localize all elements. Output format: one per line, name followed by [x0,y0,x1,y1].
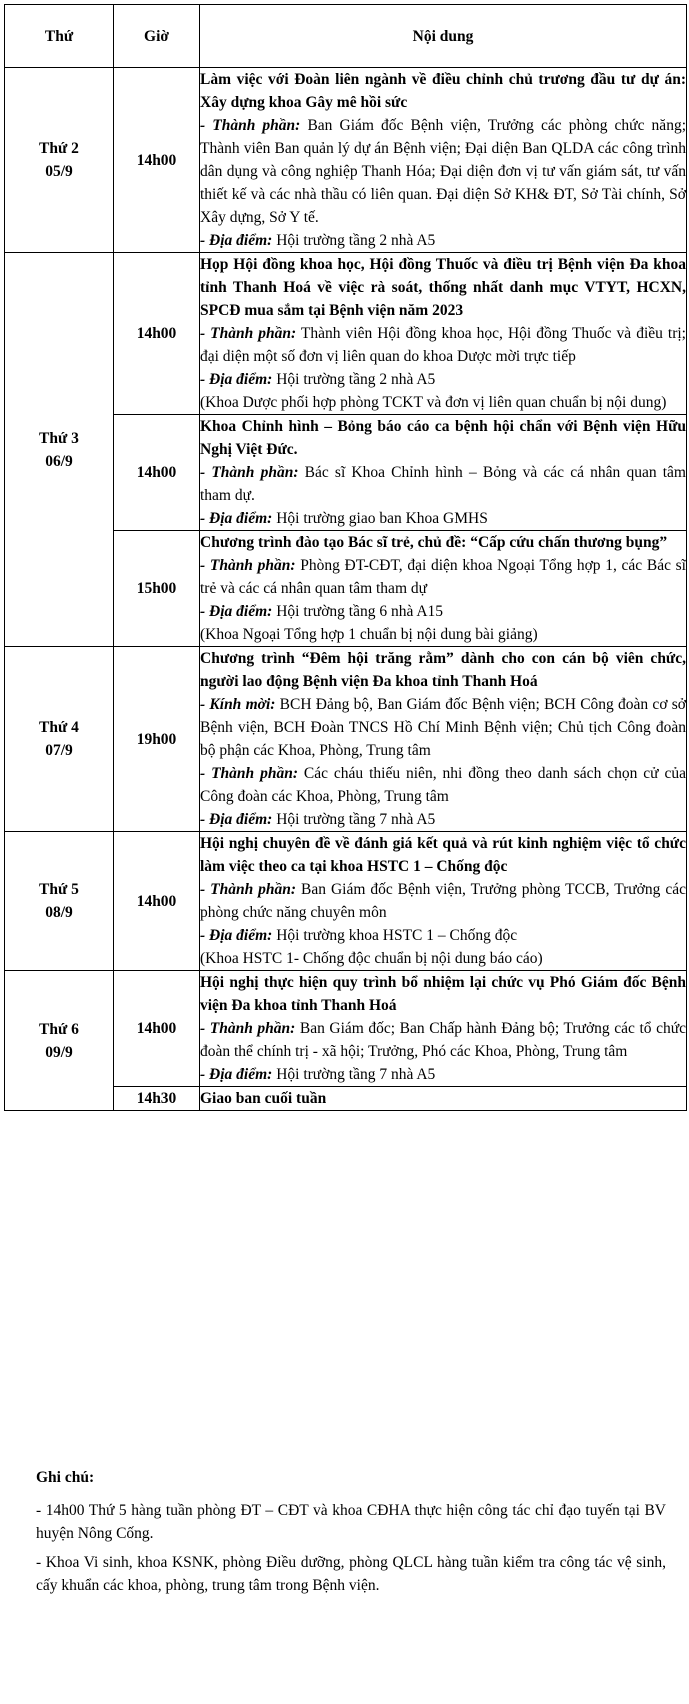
event-detail-line [200,1017,686,1063]
detail-label: - Địa điểm: [200,811,273,828]
day-name: Thứ 2 [39,140,79,157]
table-header-row [5,5,687,68]
detail-text: Phòng ĐT-CĐT, đại diện khoa Ngoại Tổng hợp 1, các Bác sĩ trẻ và các cá nhân quan tâm tham dự [200,557,686,597]
detail-label: - Thành phần: [200,881,297,898]
event-detail-line [200,808,686,831]
detail-label: - Thành phần: [200,765,298,782]
detail-label: - Địa điểm: [200,927,273,944]
detail-label: - Địa điểm: [200,510,273,527]
day-date: 06/9 [45,452,73,470]
detail-text: (Khoa Ngoại Tổng hợp 1 chuẩn bị nội dung bài giảng) [200,626,538,643]
detail-text: Ban Giám đốc; Ban Chấp hành Đảng bộ; Trưởng các tổ chức đoàn thể chính trị - xã hội; Trưởng, Phó các Khoa, Phòng, Trung tâm [200,1020,686,1060]
detail-text: BCH Đảng bộ, Ban Giám đốc Bệnh viện; BCH Công đoàn cơ sở Bệnh viện, BCH Đoàn TNCS Hồ Chí Minh Bệnh viện; Chủ tịch Công đoàn bộ phận các Khoa, Phòng, Trung tâm [200,696,686,759]
detail-label: - Thành phần: [200,464,299,481]
event-detail-line [200,322,686,368]
detail-text: Thành viên Hội đồng khoa học, Hội đồng Thuốc và điều trị; đại diện một số đơn vị liên quan do khoa Dược mời trực tiếp [200,325,686,365]
header-content: Nội dung [200,5,687,68]
notes-section [36,1466,666,1603]
header-day: Thứ [5,5,114,68]
event-title: Hội nghị chuyên đề về đánh giá kết quả và rút kinh nghiệm việc tổ chức làm việc theo ca tại khoa HSTC 1 – Chống độc [200,835,686,875]
table-row [5,647,687,832]
day-name: Thứ 6 [39,1020,79,1038]
detail-label: - Kính mời: [200,696,276,713]
event-detail-line [200,368,686,391]
note-item: - 14h00 Thứ 5 hàng tuần phòng ĐT – CĐT và khoa CĐHA thực hiện công tác chỉ đạo tuyến tại BV huyện Nông Cống. [36,1502,666,1542]
detail-text: Hội trường giao ban Khoa GMHS [272,510,488,527]
day-cell [5,68,114,253]
detail-text: Ban Giám đốc Bệnh viện, Trưởng các phòng chức năng; Thành viên Ban quản lý dự án Bệnh viện; Đại diện Ban QLDA các công trình dân dụng và công nghiệp Thanh Hóa; Đại diện đơn vị tư vấn giám sát, tư vấn thiết kế và các nhà thầu có liên quan. Đại diện Sở KH& ĐT, Sở Tài chính, Sở Xây dựng, Sở Y tế. [200,117,686,226]
detail-text: (Khoa Dược phối hợp phòng TCKT và đơn vị liên quan chuẩn bị nội dung) [200,394,667,411]
schedule-body [5,68,687,1111]
event-title: Hội nghị thực hiện quy trình bổ nhiệm lại chức vụ Phó Giám đốc Bệnh viện Đa khoa tỉnh Thanh Hoá [200,974,686,1014]
detail-text: Các cháu thiếu niên, nhi đồng theo danh sách chọn cử của Công đoàn các Khoa, Phòng, Trung tâm [200,765,686,805]
event-detail-line [200,693,686,762]
detail-label: - Thành phần: [200,325,297,342]
event-detail-line [200,924,686,947]
table-row [5,971,687,1087]
detail-label: - Địa điểm: [200,371,273,388]
notes-title: Ghi chú: [36,1469,95,1486]
detail-text: Ban Giám đốc Bệnh viện, Trưởng phòng TCCB, Trưởng các phòng chức năng chuyên môn [200,881,686,921]
detail-text: Hội trường khoa HSTC 1 – Chống độc [272,927,518,944]
detail-label: - Địa điểm: [200,603,273,620]
schedule-table [4,4,687,1111]
detail-text: Hội trường tầng 7 nhà A5 [272,1066,436,1083]
event-detail-line [200,878,686,924]
content-cell [200,531,687,647]
day-name: Thứ 4 [39,719,79,736]
event-detail-line [200,229,686,252]
content-cell [200,68,687,253]
event-detail-line [200,762,686,808]
time-cell: 19h00 [114,647,200,832]
event-detail-line [200,947,686,970]
table-row [5,253,687,415]
detail-text: Hội trường tầng 6 nhà A15 [272,603,444,620]
detail-label: - Thành phần: [200,1020,296,1037]
time-cell: 14h00 [114,971,200,1087]
detail-label: - Địa điểm: [200,232,273,249]
time-cell: 15h00 [114,531,200,647]
content-cell [200,1087,687,1111]
day-cell [5,971,114,1111]
detail-text: (Khoa HSTC 1- Chống độc chuẩn bị nội dung báo cáo) [200,950,543,967]
detail-label: - Thành phần: [200,557,296,574]
detail-text: Hội trường tầng 2 nhà A5 [272,371,436,388]
day-date: 09/9 [45,1043,73,1061]
event-title: Chương trình “Đêm hội trăng rằm” dành cho con cán bộ viên chức, người lao động Bệnh viện Đa khoa tỉnh Thanh Hoá [200,650,686,690]
content-cell [200,832,687,971]
event-title: Chương trình đào tạo Bác sĩ trẻ, chủ đề: “Cấp cứu chấn thương bụng” [200,534,668,551]
event-detail-line [200,507,686,530]
event-detail-line [200,1063,686,1086]
time-cell: 14h00 [114,253,200,415]
table-row [5,68,687,253]
time-cell: 14h30 [114,1087,200,1111]
detail-label: - Địa điểm: [200,1066,273,1083]
detail-text: Hội trường tầng 2 nhà A5 [272,232,436,249]
table-row [5,832,687,971]
day-date: 08/9 [45,904,73,921]
header-time: Giờ [114,5,200,68]
content-cell [200,415,687,531]
event-title: Giao ban cuối tuần [200,1090,327,1107]
event-title: Khoa Chỉnh hình – Bỏng báo cáo ca bệnh hội chẩn với Bệnh viện Hữu Nghị Việt Đức. [200,418,686,458]
content-cell [200,253,687,415]
day-name: Thứ 3 [39,429,79,447]
day-name: Thứ 5 [39,881,79,898]
day-cell [5,832,114,971]
note-item: - Khoa Vi sinh, khoa KSNK, phòng Điều dưỡng, phòng QLCL hàng tuần kiểm tra công tác vệ sinh, cấy khuẩn các khoa, phòng, trung tâm trong Bệnh viện. [36,1554,666,1594]
detail-text: Bác sĩ Khoa Chỉnh hình – Bỏng và các cá nhân quan tâm tham dự. [200,464,686,504]
detail-label: - Thành phần: [200,117,301,134]
time-cell: 14h00 [114,415,200,531]
day-date: 07/9 [45,742,73,759]
day-date: 05/9 [45,163,73,180]
event-detail-line [200,461,686,507]
event-detail-line [200,600,686,623]
detail-text: Hội trường tầng 7 nhà A5 [272,811,436,828]
event-detail-line [200,623,686,646]
event-title: Họp Hội đồng khoa học, Hội đồng Thuốc và điều trị Bệnh viện Đa khoa tỉnh Thanh Hoá về việc rà soát, thống nhất danh mục VTYT, HCXN, SPCĐ mua sắm tại Bệnh viện năm 2023 [200,256,686,319]
day-cell [5,253,114,647]
day-cell [5,647,114,832]
event-title: Làm việc với Đoàn liên ngành về điều chỉnh chủ trương đầu tư dự án: Xây dựng khoa Gây mê hồi sức [200,71,686,111]
time-cell: 14h00 [114,832,200,971]
event-detail-line [200,554,686,600]
content-cell [200,971,687,1087]
content-cell [200,647,687,832]
event-detail-line [200,114,686,229]
time-cell: 14h00 [114,68,200,253]
event-detail-line [200,391,686,414]
